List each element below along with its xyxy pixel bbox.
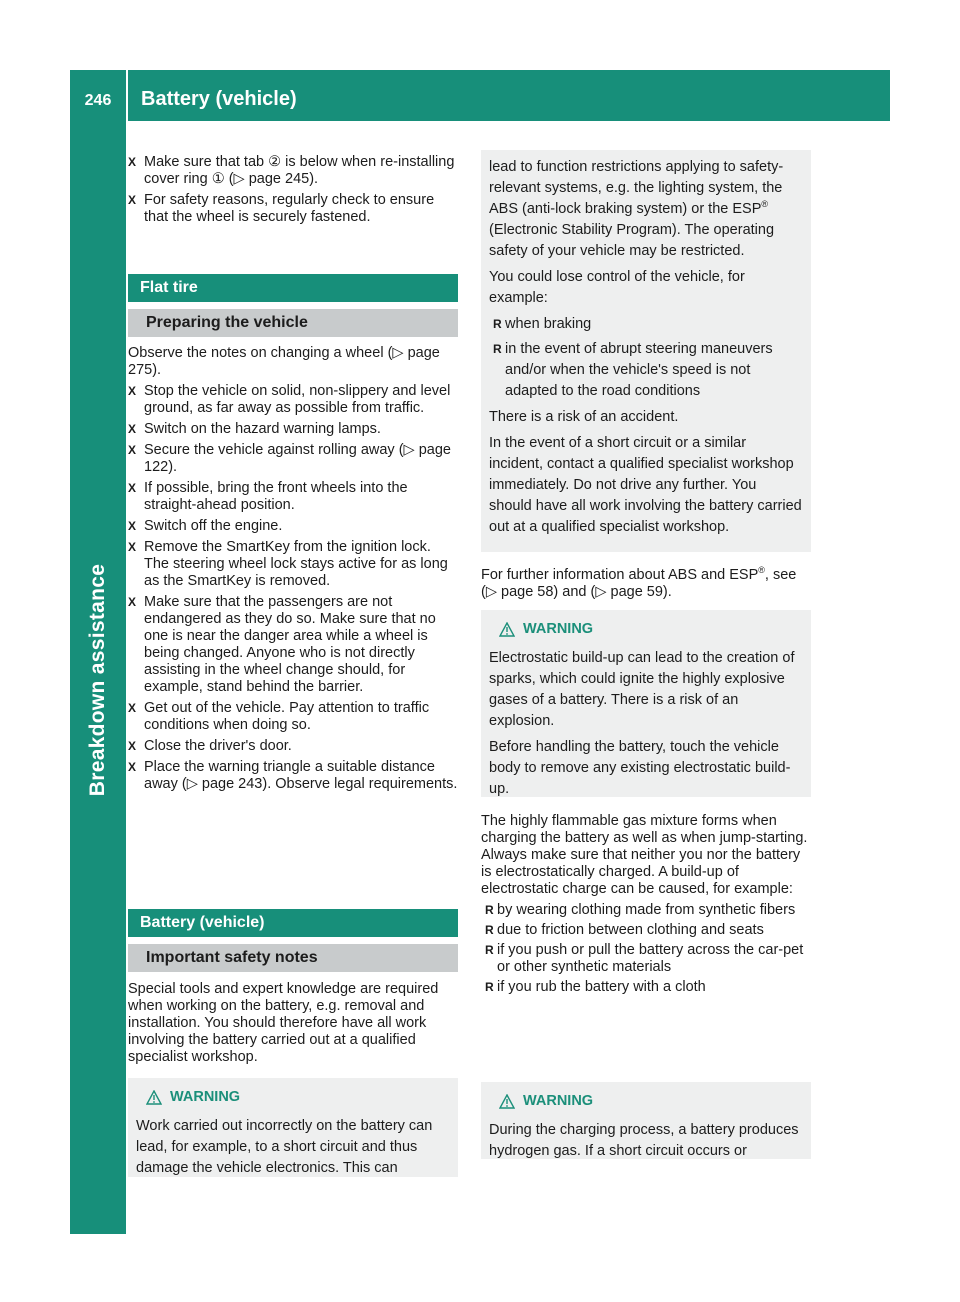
text-run: lead to function restrictions applying to safety-relevant systems, e.g. the lighting system, the ABS (anti-lock braking system) or the ESP	[489, 159, 784, 217]
chapter-label: Breakdown assistance	[86, 563, 109, 797]
warning-label: WARNING	[170, 1089, 241, 1105]
top-steps	[128, 154, 458, 226]
text-run: , see (▷ page 58) and (▷ page 59).	[481, 567, 797, 600]
step-item: X Make sure that tab ② is below when re-installing cover ring ① (▷ page 245).	[128, 154, 458, 188]
warning-triangle-icon	[146, 1090, 162, 1105]
warning-label: WARNING	[523, 1093, 594, 1109]
warning-triangle-icon	[499, 622, 515, 637]
paragraph: Always make sure that neither you nor the battery is electrostatically charged. A build-up of electrostatic charge can be caused, for example:	[481, 847, 801, 897]
page-number: 246	[84, 91, 112, 109]
registered-mark: ®	[758, 565, 765, 576]
bullet-item: R in the event of abrupt steering maneuvers and/or when the vehicle's speed is not adapted to the road conditions	[489, 339, 803, 402]
page-title: Battery (vehicle)	[141, 88, 297, 110]
warning-paragraph: During the charging process, a battery produces hydrogen gas. If a short circuit occurs or	[489, 1122, 799, 1159]
step-item: X If possible, bring the front wheels into the straight-ahead position.	[128, 480, 458, 514]
step-item: X Make sure that the passengers are not endangered as they do so. Make sure that no one is near the danger area while a wheel is being changed. Anyone who is not directly assisting in the wheel change should, for example, stand behind the barrier.	[128, 594, 458, 696]
header-divider	[126, 70, 128, 121]
step-item: X For safety reasons, regularly check to ensure that the wheel is securely fastened.	[128, 192, 458, 226]
subheading-important-safety-notes: Important safety notes	[128, 944, 458, 972]
warning-title	[489, 1091, 803, 1112]
bullet-item: R due to friction between clothing and seats	[481, 922, 811, 939]
warning-paragraph: There is a risk of an accident.	[489, 409, 679, 425]
flat-tire-content	[128, 345, 458, 793]
paragraph: The highly flammable gas mixture forms when charging the battery as well as when jump-starting.	[481, 813, 808, 846]
step-item: X Place the warning triangle a suitable distance away (▷ page 243). Observe legal requirements.	[128, 759, 458, 793]
warning-paragraph: In the event of a short circuit or a similar incident, contact a qualified specialist workshop immediately. Do not drive any further. You should have all work involving the battery carried out at a qualified specialist workshop.	[489, 435, 802, 535]
battery-intro: Special tools and expert knowledge are required when working on the battery, e.g. removal and installation. You should therefore have all work involving the battery carried out at a qualified specialist workshop.	[128, 981, 439, 1065]
warning-label: WARNING	[523, 621, 594, 637]
warning-paragraph: You could lose control of the vehicle, for example:	[489, 269, 745, 306]
warning-title	[136, 1087, 450, 1108]
warning-paragraph: Before handling the battery, touch the vehicle body to remove any existing electrostatic build-up.	[489, 739, 791, 797]
bullet-item: R by wearing clothing made from synthetic fibers	[481, 902, 811, 919]
warning-triangle-icon	[499, 1094, 515, 1109]
section-heading-flat-tire: Flat tire	[128, 274, 458, 302]
warning-paragraph	[489, 157, 803, 262]
warning-title	[489, 619, 803, 640]
subheading-preparing-vehicle: Preparing the vehicle	[128, 309, 458, 337]
bullet-item: R when braking	[489, 314, 803, 335]
warning-paragraph: Electrostatic build-up can lead to the creation of sparks, which could ignite the highly explosive gases of a battery. There is a risk of an explosion.	[489, 650, 795, 729]
flat-tire-intro: Observe the notes on changing a wheel (▷ page 275).	[128, 345, 440, 378]
warning-box	[481, 1082, 811, 1159]
step-item: X Secure the vehicle against rolling away (▷ page 122).	[128, 442, 458, 476]
step-item: X Get out of the vehicle. Pay attention to traffic conditions when doing so.	[128, 700, 458, 734]
text-run: (Electronic Stability Program). The operating safety of your vehicle may be restricted.	[489, 222, 775, 259]
section-heading-battery: Battery (vehicle)	[128, 909, 458, 937]
step-item: X Close the driver's door.	[128, 738, 458, 755]
registered-mark: ®	[761, 199, 769, 210]
step-item: X Switch off the engine.	[128, 518, 458, 535]
step-item: X Stop the vehicle on solid, non-slippery and level ground, as far away as possible from traffic.	[128, 383, 458, 417]
bullet-item: R if you push or pull the battery across the car-pet or other synthetic materials	[481, 942, 811, 976]
warning-box	[481, 610, 811, 797]
warning-box-continued	[481, 150, 811, 552]
step-item: X Switch on the hazard warning lamps.	[128, 421, 458, 438]
step-item: X Remove the SmartKey from the ignition lock. The steering wheel lock stays active for as long as the SmartKey is removed.	[128, 539, 458, 590]
warning-box	[128, 1078, 458, 1177]
text-run: For further information about ABS and ESP	[481, 567, 759, 583]
bullet-item: R if you rub the battery with a cloth	[481, 979, 811, 996]
abs-esp-reference	[481, 567, 811, 601]
warning-text: Work carried out incorrectly on the battery can lead, for example, to a short circuit and thus damage the vehicle electronics. This can	[136, 1118, 433, 1176]
gas-mixture-text	[481, 813, 811, 996]
